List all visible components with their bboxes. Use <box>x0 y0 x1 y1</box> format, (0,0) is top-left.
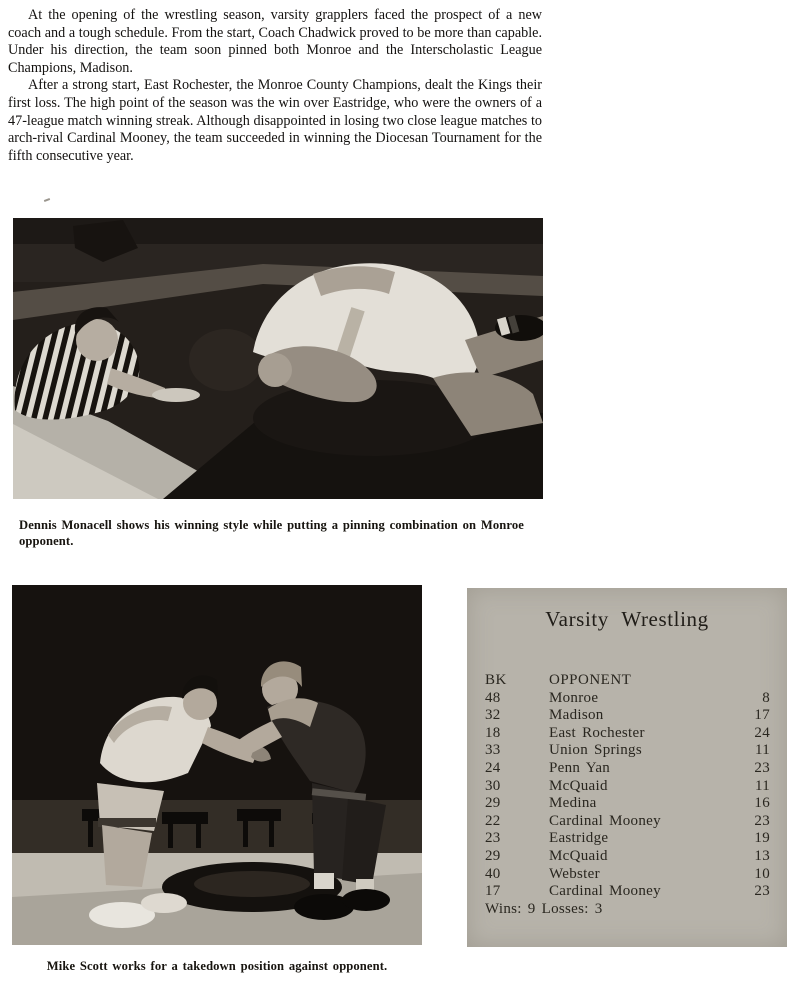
bk-score: 29 <box>485 795 501 812</box>
bk-score: 40 <box>485 865 501 882</box>
opponent-score: 13 <box>754 847 770 864</box>
scoreboard-row <box>485 760 770 778</box>
scoreboard-row <box>485 742 770 760</box>
bk-score: 33 <box>485 742 501 759</box>
opponent-score: 23 <box>754 759 770 776</box>
opponent-score: 8 <box>762 689 770 706</box>
photo-caption-takedown: Mike Scott works for a takedown position against opponent. <box>46 959 388 973</box>
scoreboard-panel <box>467 588 787 947</box>
scoreboard-row <box>485 707 770 725</box>
scoreboard-row <box>485 830 770 848</box>
opponent-name: East Rochester <box>549 724 645 741</box>
opponent-name: Medina <box>549 795 597 812</box>
bk-score: 24 <box>485 759 501 776</box>
opponent-name: Penn Yan <box>549 759 611 776</box>
article-text <box>8 7 542 165</box>
opponent-score: 16 <box>754 795 770 812</box>
bk-score: 29 <box>485 847 501 864</box>
bk-score: 32 <box>485 707 501 724</box>
opponent-name: McQuaid <box>549 847 608 864</box>
opponent-score: 19 <box>754 830 770 847</box>
scoreboard-row <box>485 883 770 901</box>
opponent-score: 24 <box>754 724 770 741</box>
scoreboard-title: Varsity Wrestling <box>545 607 709 631</box>
column-header-bk: BK <box>485 672 507 688</box>
opponent-score: 11 <box>754 742 770 759</box>
opponent-name: Eastridge <box>549 830 609 847</box>
paragraph-1: At the opening of the wrestling season, varsity grapplers faced the prospect of a new coach and a tough schedule. From the start, Coach Chadwick proved to be more than capable. Under his direction, the team soon pinned both Monroe and the Interscholastic League Champions, Madison. <box>8 7 542 76</box>
opponent-score: 17 <box>754 707 770 724</box>
scoreboard-row <box>485 866 770 884</box>
scoreboard-row <box>485 778 770 796</box>
bk-score: 48 <box>485 689 501 706</box>
scoreboard-row <box>485 848 770 866</box>
opponent-score: 11 <box>754 777 770 794</box>
opponent-score: 10 <box>754 865 770 882</box>
bk-score: 23 <box>485 830 501 847</box>
photo-illustration <box>13 218 543 499</box>
opponent-score: 23 <box>754 812 770 829</box>
wrestling-photo-pin <box>13 218 543 499</box>
opponent-score: 23 <box>754 883 770 900</box>
scoreboard-row <box>485 813 770 831</box>
scoreboard-row <box>485 795 770 813</box>
bk-score: 22 <box>485 812 501 829</box>
scan-artifact <box>44 198 50 202</box>
scoreboard-table <box>485 672 770 918</box>
scoreboard-header-row <box>485 672 770 690</box>
column-header-opponent: OPPONENT <box>549 672 632 688</box>
opponent-name: Madison <box>549 707 604 724</box>
bk-score: 30 <box>485 777 501 794</box>
photo-caption-pin: Dennis Monacell shows his winning style while putting a pinning combination on Monroe opponent. <box>19 518 524 548</box>
photo-illustration <box>12 585 422 945</box>
wrestling-photo-takedown <box>12 585 422 945</box>
opponent-name: Webster <box>549 865 600 882</box>
paragraph-2: After a strong start, East Rochester, the Monroe County Champions, dealt the Kings their first loss. The high point of the season was the win over Eastridge, who were the owners of a 47-league match winning streak. Although disappointed in losing two close league matches to arch-rival Cardinal Mooney, the team succeeded in winning the Diocesan Tournament for the fifth consecutive year. <box>8 77 542 164</box>
bk-score: 18 <box>485 724 501 741</box>
record-summary: Wins: 9 Losses: 3 <box>485 900 603 917</box>
opponent-name: Union Springs <box>549 742 642 759</box>
column-header-score-spacer <box>746 672 770 690</box>
opponent-name: Cardinal Mooney <box>549 883 661 900</box>
scoreboard-row <box>485 690 770 708</box>
scoreboard-row <box>485 725 770 743</box>
opponent-name: Cardinal Mooney <box>549 812 661 829</box>
opponent-name: McQuaid <box>549 777 608 794</box>
opponent-name: Monroe <box>549 689 599 706</box>
bk-score: 17 <box>485 883 501 900</box>
